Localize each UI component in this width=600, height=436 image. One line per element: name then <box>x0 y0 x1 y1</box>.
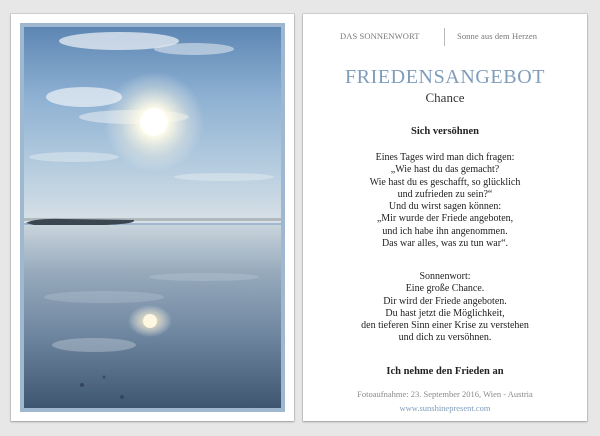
poem-line: Wie hast du es geschafft, so glücklich <box>369 176 521 188</box>
sonnenwort-line: und dich zu versöhnen. <box>398 332 492 344</box>
sonnenwort-text <box>303 271 587 345</box>
poem-text <box>303 152 587 250</box>
header-brand: DAS SONNENWORT <box>340 31 420 41</box>
poem-line: und ich habe ihn angenommen. <box>382 225 508 237</box>
poem-line: Das war alles, was zu tun war“. <box>381 238 509 250</box>
card-header <box>303 31 587 45</box>
sonnenwort-line: Du hast jetzt die Möglichkeit, <box>385 307 505 319</box>
poem-line: „Mir wurde der Friede angeboten, <box>376 213 514 225</box>
card-title: FRIEDENSANGEBOT <box>344 66 546 88</box>
sonnenwort-line: den tieferen Sinn einer Krise zu verstehen <box>361 320 529 332</box>
closing-affirmation: Ich nehme den Frieden an <box>386 366 504 377</box>
header-tagline: Sonne aus dem Herzen <box>457 31 538 41</box>
poem-line: „Wie hast du das gemacht? <box>390 164 500 176</box>
photo-credit: Fotoaufnahme: 23. September 2016, Wien - Austria <box>357 389 533 399</box>
text-card <box>303 14 587 421</box>
sonnenwort-line: Eine große Chance. <box>405 283 485 295</box>
card-subtitle: Chance <box>425 90 465 105</box>
section-heading: Sich versöhnen <box>411 126 479 137</box>
poem-line: Und du wirst sagen können: <box>388 201 502 213</box>
photo-card <box>11 14 294 421</box>
lake-sunset-photo <box>24 27 281 408</box>
website-link[interactable]: www.sunshinepresent.com <box>399 403 491 413</box>
poem-line: Eines Tages wird man dich fragen: <box>375 152 515 163</box>
poem-line: und zufrieden zu sein?“ <box>397 188 493 200</box>
sonnenwort-line: Dir wird der Friede angeboten. <box>383 295 507 307</box>
header-divider <box>444 28 445 46</box>
sonnenwort-line: Sonnenwort: <box>419 271 471 282</box>
photo-frame <box>20 23 285 412</box>
lake-sunset-image <box>24 27 281 408</box>
